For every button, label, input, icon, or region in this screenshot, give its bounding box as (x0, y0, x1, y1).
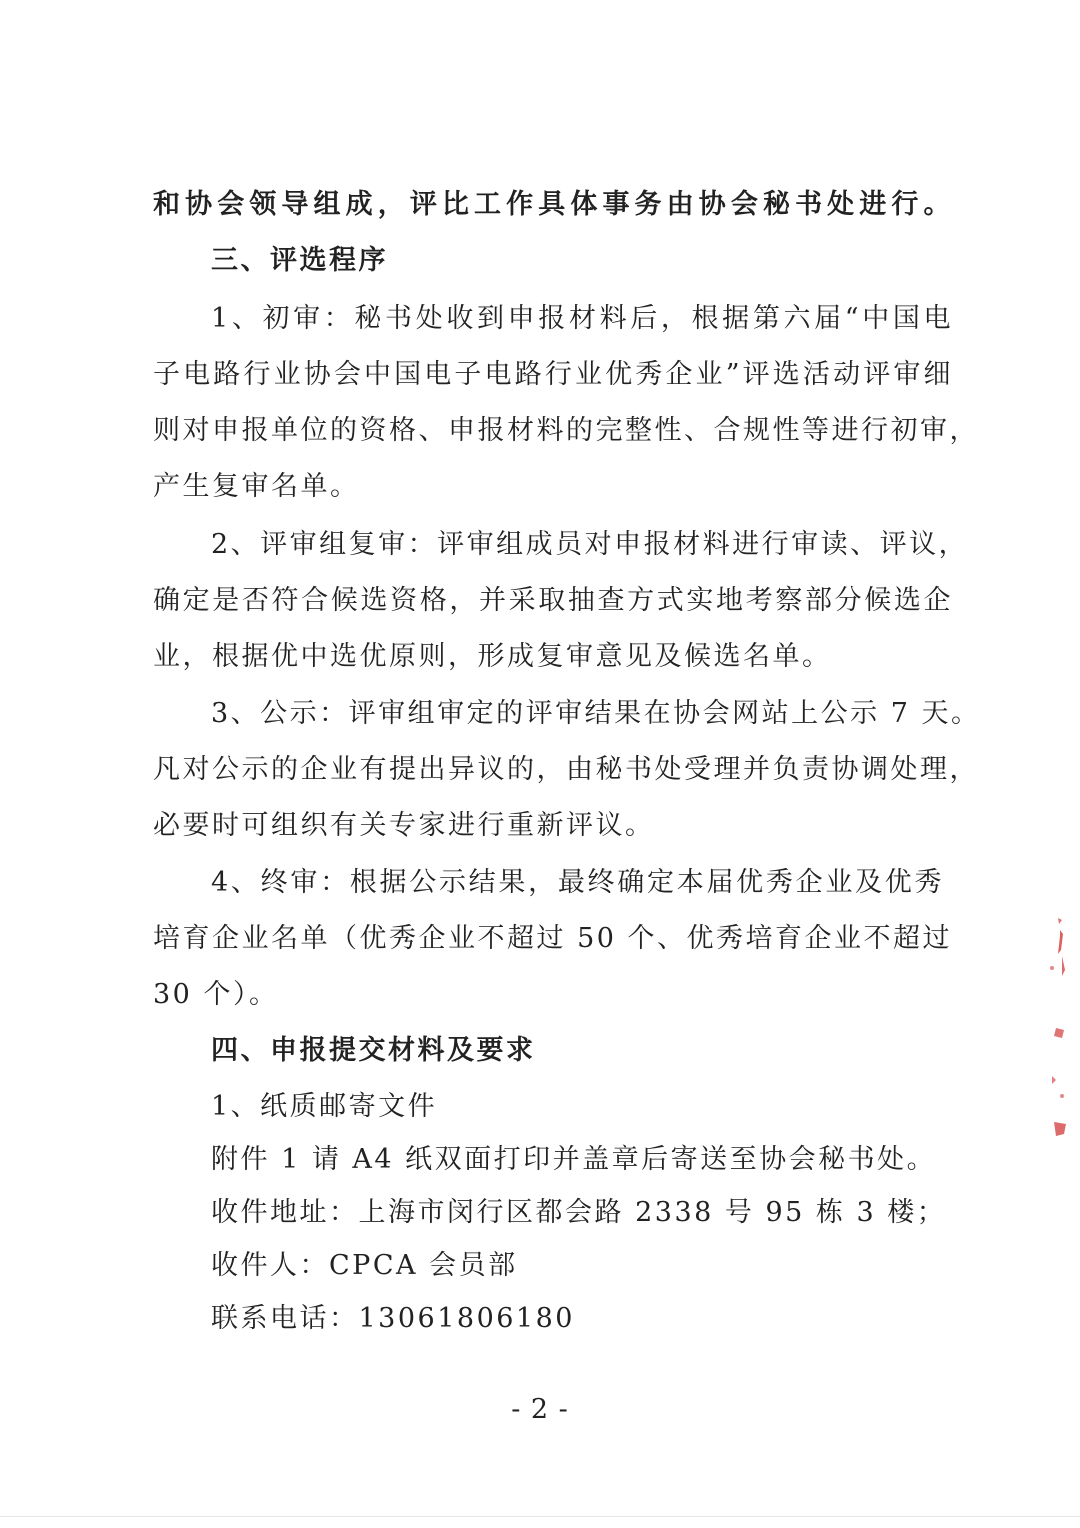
contact-phone: 联系电话：13061806180 (211, 1303, 575, 1334)
section-heading-3: 三、评选程序 (211, 245, 388, 276)
paragraph-line-14: 培育企业名单（优秀企业不超过 50 个、优秀培育企业不超过 (153, 923, 953, 954)
paragraph-line-12: 必要时可组织有关专家进行重新评议。 (153, 810, 655, 841)
page-number: - 2 - (511, 1394, 569, 1425)
paragraph-line-3: 1、初审：秘书处收到申报材料后，根据第六届“中国电 (211, 303, 953, 334)
paragraph-line-1: 和协会领导组成，评比工作具体事务由协会秘书处进行。 (153, 189, 953, 220)
paragraph-line-8: 确定是否符合候选资格，并采取抽查方式实地考察部分候选企 (153, 585, 953, 616)
paragraph-line-13: 4、终审：根据公示结果，最终确定本届优秀企业及优秀 (211, 867, 944, 898)
paragraph-line-9: 业，根据优中选优原则，形成复审意见及候选名单。 (153, 641, 832, 672)
recipient: 收件人：CPCA 会员部 (211, 1250, 518, 1281)
paragraph-line-15: 30 个）。 (153, 979, 279, 1010)
paragraph-line-7: 2、评审组复审：评审组成员对申报材料进行审读、评议， (211, 529, 969, 560)
subsection-heading-1: 1、纸质邮寄文件 (211, 1091, 438, 1122)
mailing-address: 收件地址：上海市闵行区都会路 2338 号 95 栋 3 楼； (211, 1197, 947, 1228)
seal-fragment-mark (1040, 910, 1080, 1150)
section-heading-4: 四、申报提交材料及要求 (211, 1035, 536, 1066)
paragraph-line-10: 3、公示：评审组审定的评审结果在协会网站上公示 7 天。 (211, 698, 981, 729)
scan-edge-line (0, 1516, 1080, 1517)
paragraph-line-4: 子电路行业协会中国电子电路行业优秀企业”评选活动评审细 (153, 359, 953, 390)
paragraph-line-18: 附件 1 请 A4 纸双面打印并盖章后寄送至协会秘书处。 (211, 1144, 937, 1175)
paragraph-line-6: 产生复审名单。 (153, 471, 360, 502)
paragraph-line-11: 凡对公示的企业有提出异议的，由秘书处受理并负责协调处理， (153, 754, 979, 785)
paragraph-line-5: 则对申报单位的资格、申报材料的完整性、合规性等进行初审， (153, 415, 979, 446)
